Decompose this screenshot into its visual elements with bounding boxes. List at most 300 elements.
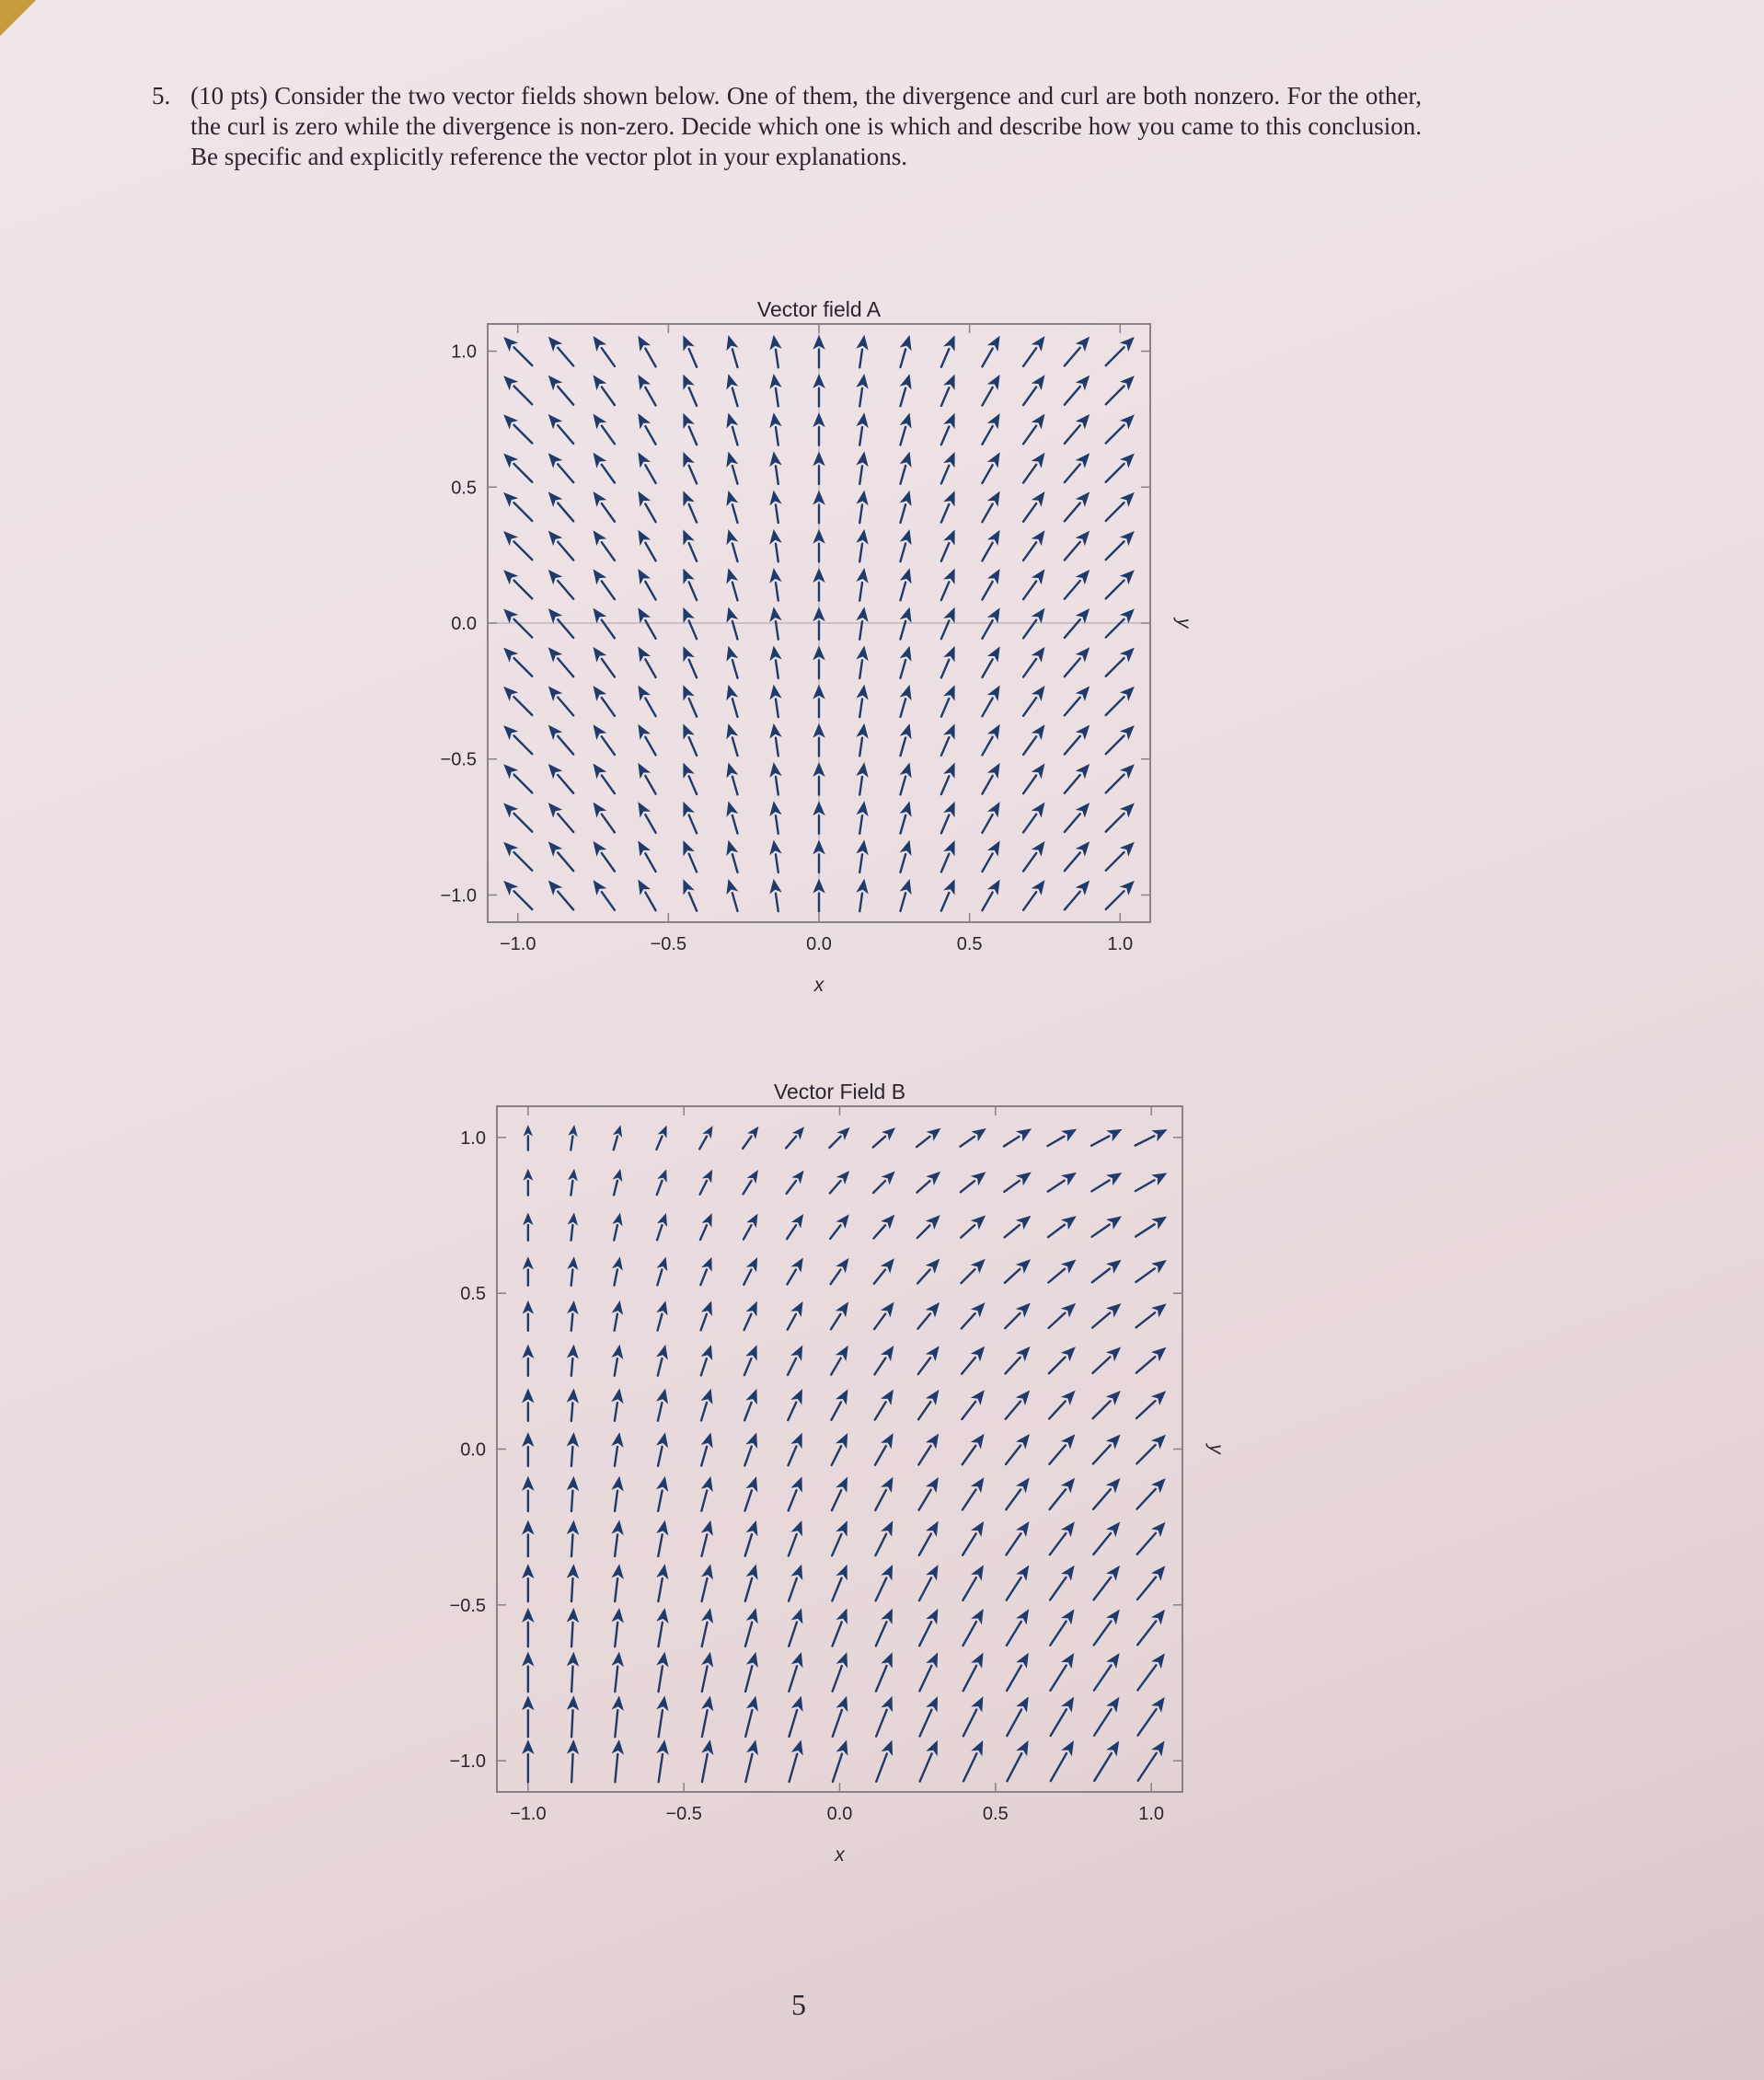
vector-arrow xyxy=(522,1608,534,1647)
vector-arrow xyxy=(1006,1434,1030,1464)
vector-arrow xyxy=(831,1346,848,1375)
question-block xyxy=(152,81,1422,172)
vector-arrow xyxy=(941,723,955,755)
vector-arrow xyxy=(1136,1391,1166,1418)
vector-arrow xyxy=(700,1257,711,1285)
vector-arrow xyxy=(963,1477,984,1509)
vector-arrow xyxy=(941,879,955,910)
vector-arrow xyxy=(1005,1259,1031,1283)
vector-arrow xyxy=(638,880,655,911)
vector-arrow xyxy=(656,1520,668,1556)
vector-arrow xyxy=(1106,414,1135,443)
page-number: 5 xyxy=(791,1988,806,2021)
vector-arrow xyxy=(961,1259,985,1283)
vector-arrow xyxy=(1023,880,1044,910)
vector-arrow xyxy=(1093,1434,1121,1463)
vector-arrow xyxy=(1050,1521,1075,1554)
vector-arrow xyxy=(769,645,781,677)
vector-arrow xyxy=(769,879,781,911)
vector-arrow xyxy=(813,839,824,872)
vector-arrow xyxy=(919,1696,938,1736)
vector-arrow xyxy=(856,723,868,756)
vector-arrow xyxy=(769,568,781,600)
vector-arrow xyxy=(1049,1346,1076,1373)
vector-arrow xyxy=(522,1345,534,1376)
vector-arrow xyxy=(611,1476,623,1511)
vector-arrow xyxy=(900,452,912,484)
vector-arrow xyxy=(833,1608,847,1646)
vector-arrow xyxy=(1065,841,1090,871)
vector-arrow xyxy=(594,491,615,522)
vector-arrow xyxy=(875,1477,893,1510)
vector-arrow xyxy=(594,530,615,560)
vector-arrow xyxy=(876,1652,893,1691)
vector-arrow xyxy=(873,1127,895,1147)
vector-arrow xyxy=(941,375,955,406)
vector-arrow xyxy=(567,1388,579,1421)
vector-arrow xyxy=(813,335,824,368)
vector-arrow xyxy=(961,1216,986,1238)
x-axis-label: x xyxy=(813,975,824,996)
vector-arrow xyxy=(856,568,868,600)
vector-arrow xyxy=(503,531,532,560)
vector-arrow xyxy=(699,1126,712,1149)
vector-arrow xyxy=(503,414,532,443)
vector-arrow xyxy=(1023,724,1044,755)
vector-arrow xyxy=(919,1652,938,1691)
vector-arrow xyxy=(1065,376,1090,405)
vector-arrow xyxy=(701,1345,713,1375)
vector-arrow xyxy=(1106,764,1135,792)
vector-arrow xyxy=(638,686,655,717)
vector-arrow xyxy=(1094,1697,1119,1736)
vector-arrow xyxy=(876,1565,893,1600)
vector-arrow xyxy=(548,414,573,444)
vector-arrow xyxy=(612,1256,623,1285)
vector-arrow xyxy=(1137,1522,1166,1554)
vector-arrow xyxy=(982,880,999,911)
vector-arrow xyxy=(594,453,615,483)
vector-arrow xyxy=(941,685,955,716)
x-tick-label: 0.0 xyxy=(826,1804,853,1824)
vector-arrow xyxy=(1106,337,1135,365)
vector-arrow xyxy=(900,412,912,445)
vector-arrow xyxy=(1091,1129,1122,1146)
vector-arrow xyxy=(1065,764,1090,793)
vector-arrow xyxy=(548,376,573,405)
vector-arrow xyxy=(548,491,573,521)
x-tick-label: −0.5 xyxy=(665,1804,702,1824)
vector-arrow xyxy=(1065,803,1090,832)
vector-arrow xyxy=(963,1696,984,1736)
vector-arrow xyxy=(900,802,912,834)
vector-arrow xyxy=(963,1740,983,1782)
vector-arrow xyxy=(832,1520,847,1555)
vector-arrow xyxy=(656,1564,668,1601)
vector-arrow xyxy=(1049,1434,1075,1464)
vector-arrow xyxy=(1136,1217,1167,1237)
x-axis-label: x xyxy=(835,1844,845,1866)
vector-arrow xyxy=(523,1212,533,1240)
y-tick-label: −1.0 xyxy=(440,885,477,907)
vector-arrow xyxy=(876,1696,893,1737)
x-tick-label: −1.0 xyxy=(499,934,536,954)
vector-arrow xyxy=(876,1609,893,1647)
vector-arrow xyxy=(1007,1653,1029,1691)
vector-arrow xyxy=(1050,1609,1074,1645)
vector-arrow xyxy=(813,645,824,678)
x-tick-label: 0.5 xyxy=(982,1804,1009,1824)
vector-arrow xyxy=(962,1346,985,1374)
vector-arrow xyxy=(1136,1435,1166,1464)
vector-arrow xyxy=(918,1346,940,1374)
vector-arrow xyxy=(831,1258,849,1284)
vector-arrow xyxy=(744,1214,758,1240)
vector-arrow xyxy=(745,1608,758,1647)
vector-arrow xyxy=(613,1125,622,1150)
vector-arrow xyxy=(1007,1566,1030,1600)
vector-arrow xyxy=(1048,1216,1077,1237)
vector-arrow xyxy=(1006,1390,1030,1418)
vector-arrow xyxy=(548,725,573,755)
vector-arrow xyxy=(503,842,532,871)
vector-arrow xyxy=(1094,1740,1119,1781)
vector-arrow xyxy=(726,840,738,872)
vector-arrow xyxy=(963,1434,985,1465)
vector-arrow xyxy=(1138,1741,1165,1781)
vector-arrow xyxy=(982,569,999,600)
vector-arrow xyxy=(701,1300,712,1330)
vector-arrow xyxy=(522,1652,534,1693)
vector-arrow xyxy=(962,1302,986,1328)
vector-arrow xyxy=(1065,686,1090,715)
vector-arrow xyxy=(813,374,824,407)
vector-arrow xyxy=(701,1739,713,1782)
vector-arrow xyxy=(656,1432,668,1466)
vector-arrow xyxy=(963,1609,984,1646)
vector-arrow xyxy=(769,685,781,717)
vector-arrow xyxy=(612,1213,622,1241)
vector-arrow xyxy=(769,412,781,445)
vector-arrow xyxy=(900,723,912,756)
vector-arrow xyxy=(1051,1697,1074,1736)
vector-arrow xyxy=(1092,1347,1121,1373)
vector-arrow xyxy=(726,374,738,406)
vector-arrow xyxy=(567,1476,579,1511)
vector-arrow xyxy=(787,1171,804,1194)
vector-arrow xyxy=(982,686,999,717)
vector-arrow xyxy=(1136,1260,1167,1282)
vector-arrow xyxy=(611,1432,623,1466)
vector-arrow xyxy=(1005,1303,1031,1329)
vector-arrow xyxy=(787,1214,803,1239)
y-tick-label: 1.0 xyxy=(460,1127,486,1149)
y-tick-label: 0.0 xyxy=(460,1439,486,1461)
vector-arrow xyxy=(1007,1609,1029,1646)
question-text: (10 pts) Consider the two vector fields shown below. One of them, the divergence and curl are both nonzero. For the other, the curl is zero while the divergence is non-zero. Decide which one is which and describe how you came to this conclusion. Be specific and explicitly reference the vector plot in your explanations. xyxy=(190,82,1422,170)
vector-arrow xyxy=(612,1652,624,1693)
vector-arrow xyxy=(789,1476,802,1510)
vector-arrow xyxy=(701,1520,713,1556)
vector-arrow xyxy=(856,645,868,677)
vector-arrow xyxy=(874,1258,894,1284)
vector-arrow xyxy=(1004,1173,1031,1192)
vector-arrow xyxy=(567,1345,579,1376)
vector-arrow xyxy=(522,1432,534,1466)
vector-arrow xyxy=(900,335,912,367)
vector-arrow xyxy=(726,452,738,484)
vector-arrow xyxy=(918,1390,939,1419)
vector-arrow xyxy=(683,646,697,677)
vector-arrow xyxy=(656,1300,667,1330)
vector-arrow xyxy=(657,1257,668,1286)
vector-arrow xyxy=(1106,492,1135,521)
vector-arrow xyxy=(548,803,573,832)
vector-arrow xyxy=(656,1608,668,1647)
vector-arrow xyxy=(594,336,615,366)
vector-arrow xyxy=(813,801,824,834)
vector-arrow xyxy=(982,375,999,406)
vector-arrow xyxy=(769,451,781,483)
vector-arrow xyxy=(982,413,999,445)
vector-arrow xyxy=(1065,414,1090,444)
vector-arrow xyxy=(856,374,868,406)
vector-arrow xyxy=(1051,1740,1074,1781)
vector-arrow xyxy=(548,880,573,909)
vector-arrow xyxy=(941,413,955,445)
vector-arrow xyxy=(745,1739,758,1782)
vector-arrow xyxy=(919,1609,938,1646)
vector-arrow xyxy=(963,1521,984,1555)
vector-arrow xyxy=(1007,1696,1029,1736)
vector-arrow xyxy=(594,686,615,716)
vector-arrow xyxy=(1136,1347,1167,1373)
vector-arrow xyxy=(638,452,655,483)
vector-arrow xyxy=(769,762,781,794)
vector-arrow xyxy=(813,879,824,912)
x-tick-label: −0.5 xyxy=(650,934,687,954)
vector-arrow xyxy=(594,569,615,599)
vector-arrow xyxy=(657,1169,667,1195)
vector-arrow xyxy=(745,1520,758,1556)
vector-arrow xyxy=(638,840,655,872)
vector-arrow xyxy=(568,1125,577,1150)
vector-arrow xyxy=(1050,1478,1075,1509)
vector-arrow xyxy=(744,1257,757,1285)
vector-arrow xyxy=(744,1433,757,1466)
vector-arrow xyxy=(1023,803,1044,833)
vector-arrow xyxy=(700,1170,712,1195)
vector-field-a-plot xyxy=(432,293,1194,1001)
vector-arrow xyxy=(548,841,573,871)
vector-arrow xyxy=(982,336,999,367)
vector-arrow xyxy=(856,840,868,872)
vector-arrow xyxy=(683,879,697,910)
vector-arrow xyxy=(568,1213,578,1241)
vector-arrow xyxy=(1048,1259,1076,1282)
vector-arrow xyxy=(1137,1610,1165,1645)
vector-arrow xyxy=(503,648,532,676)
vector-arrow xyxy=(548,453,573,482)
vector-arrow xyxy=(1023,647,1044,677)
vector-arrow xyxy=(522,1739,534,1782)
plot-title: Vector Field B xyxy=(773,1080,906,1104)
x-tick-label: 1.0 xyxy=(1107,934,1134,954)
vector-arrow xyxy=(830,1214,849,1238)
vector-arrow xyxy=(813,762,824,795)
vector-arrow xyxy=(567,1695,579,1737)
vector-arrow xyxy=(874,1302,894,1329)
vector-arrow xyxy=(612,1695,624,1737)
vector-arrow xyxy=(900,646,912,678)
vector-arrow xyxy=(567,1432,579,1466)
y-tick-label: −1.0 xyxy=(449,1751,486,1773)
vector-arrow xyxy=(789,1565,802,1601)
vector-arrow xyxy=(833,1739,847,1781)
vector-arrow xyxy=(963,1565,984,1600)
vector-arrow xyxy=(919,1565,939,1600)
vector-arrow xyxy=(856,685,868,717)
vector-arrow xyxy=(856,412,868,445)
vector-arrow xyxy=(594,841,615,872)
vector-arrow xyxy=(548,570,573,599)
vector-arrow xyxy=(1106,842,1135,871)
vector-arrow xyxy=(875,1520,893,1555)
vector-arrow xyxy=(769,801,781,833)
vector-arrow xyxy=(876,1740,893,1782)
plot-title: Vector field A xyxy=(756,297,882,321)
vector-arrow xyxy=(503,454,532,482)
vector-arrow xyxy=(941,840,955,872)
vector-arrow xyxy=(567,1739,579,1782)
vector-arrow xyxy=(786,1127,804,1148)
x-tick-label: 1.0 xyxy=(1138,1804,1165,1824)
vector-arrow xyxy=(726,802,738,834)
vector-arrow xyxy=(701,1389,713,1421)
vector-arrow xyxy=(567,1256,578,1286)
vector-arrow xyxy=(638,491,655,523)
vector-arrow xyxy=(1094,1610,1120,1646)
vector-arrow xyxy=(568,1169,578,1196)
vector-arrow xyxy=(657,1213,667,1240)
vector-arrow xyxy=(638,336,655,367)
y-tick-label: −0.5 xyxy=(440,749,477,770)
vector-arrow xyxy=(787,1257,802,1284)
vector-arrow xyxy=(963,1653,984,1692)
vector-arrow xyxy=(813,568,824,601)
vector-arrow xyxy=(726,762,738,794)
vector-arrow xyxy=(522,1695,534,1737)
vector-arrow xyxy=(1023,375,1044,405)
vector-arrow xyxy=(745,1476,758,1510)
vector-arrow xyxy=(1023,530,1044,560)
vector-arrow xyxy=(856,529,868,561)
vector-arrow xyxy=(856,762,868,794)
vector-field-b-plot xyxy=(442,1075,1227,1876)
vector-arrow xyxy=(900,685,912,717)
vector-arrow xyxy=(594,763,615,793)
vector-arrow xyxy=(1094,1566,1120,1600)
x-tick-label: −1.0 xyxy=(510,1804,547,1824)
vector-arrow xyxy=(833,1652,847,1692)
vector-arrow xyxy=(813,529,824,562)
vector-arrow xyxy=(941,802,955,833)
vector-arrow xyxy=(683,452,697,483)
vector-arrow xyxy=(960,1128,986,1147)
vector-arrow xyxy=(638,646,655,677)
vector-arrow xyxy=(789,1433,802,1465)
vector-arrow xyxy=(503,687,532,715)
vector-arrow xyxy=(856,335,868,367)
vector-arrow xyxy=(856,451,868,483)
vector-arrow xyxy=(1065,337,1090,366)
vector-arrow xyxy=(832,1433,848,1465)
vector-arrow xyxy=(523,1169,533,1196)
vector-arrow xyxy=(522,1520,534,1556)
vector-arrow xyxy=(700,1213,712,1240)
vector-arrow xyxy=(701,1564,713,1600)
vector-arrow xyxy=(524,1125,533,1150)
vector-arrow xyxy=(982,724,999,756)
vector-arrow xyxy=(567,1520,579,1556)
vector-arrow xyxy=(548,531,573,560)
vector-arrow xyxy=(813,491,824,524)
vector-arrow xyxy=(1048,1173,1077,1192)
vector-arrow xyxy=(900,879,912,911)
vector-arrow xyxy=(548,686,573,715)
vector-arrow xyxy=(701,1608,713,1647)
vector-arrow xyxy=(789,1696,802,1737)
vector-arrow xyxy=(612,1739,624,1782)
vector-arrow xyxy=(873,1171,895,1193)
vector-arrow xyxy=(522,1564,534,1601)
vector-arrow xyxy=(612,1608,624,1647)
y-tick-label: 0.0 xyxy=(451,614,477,634)
vector-arrow xyxy=(744,1345,757,1375)
vector-arrow xyxy=(611,1564,623,1601)
vector-arrow xyxy=(611,1345,623,1376)
vector-arrow xyxy=(567,1608,579,1647)
y-tick-label: 0.5 xyxy=(451,478,477,499)
vector-arrow xyxy=(503,881,532,909)
vector-arrow xyxy=(611,1388,623,1420)
vector-arrow xyxy=(683,569,697,600)
vector-arrow xyxy=(917,1302,940,1329)
vector-arrow xyxy=(900,568,912,600)
vector-arrow xyxy=(522,1388,534,1421)
vector-arrow xyxy=(744,1301,757,1330)
vector-arrow xyxy=(638,530,655,561)
vector-arrow xyxy=(962,1390,984,1419)
vector-arrow xyxy=(683,763,697,794)
vector-arrow xyxy=(789,1608,802,1646)
vector-arrow xyxy=(1065,570,1090,599)
vector-arrow xyxy=(594,414,615,445)
vector-arrow xyxy=(788,1389,802,1420)
vector-arrow xyxy=(1092,1216,1122,1236)
vector-arrow xyxy=(683,840,697,872)
vector-arrow xyxy=(701,1432,713,1465)
vector-arrow xyxy=(726,491,738,523)
vector-arrow xyxy=(1091,1173,1122,1191)
vector-arrow xyxy=(1007,1740,1028,1781)
vector-arrow xyxy=(856,491,868,523)
vector-arrow xyxy=(594,880,615,910)
vector-arrow xyxy=(638,569,655,600)
vector-arrow xyxy=(523,1256,534,1286)
vector-arrow xyxy=(638,802,655,833)
vector-arrow xyxy=(745,1696,758,1737)
